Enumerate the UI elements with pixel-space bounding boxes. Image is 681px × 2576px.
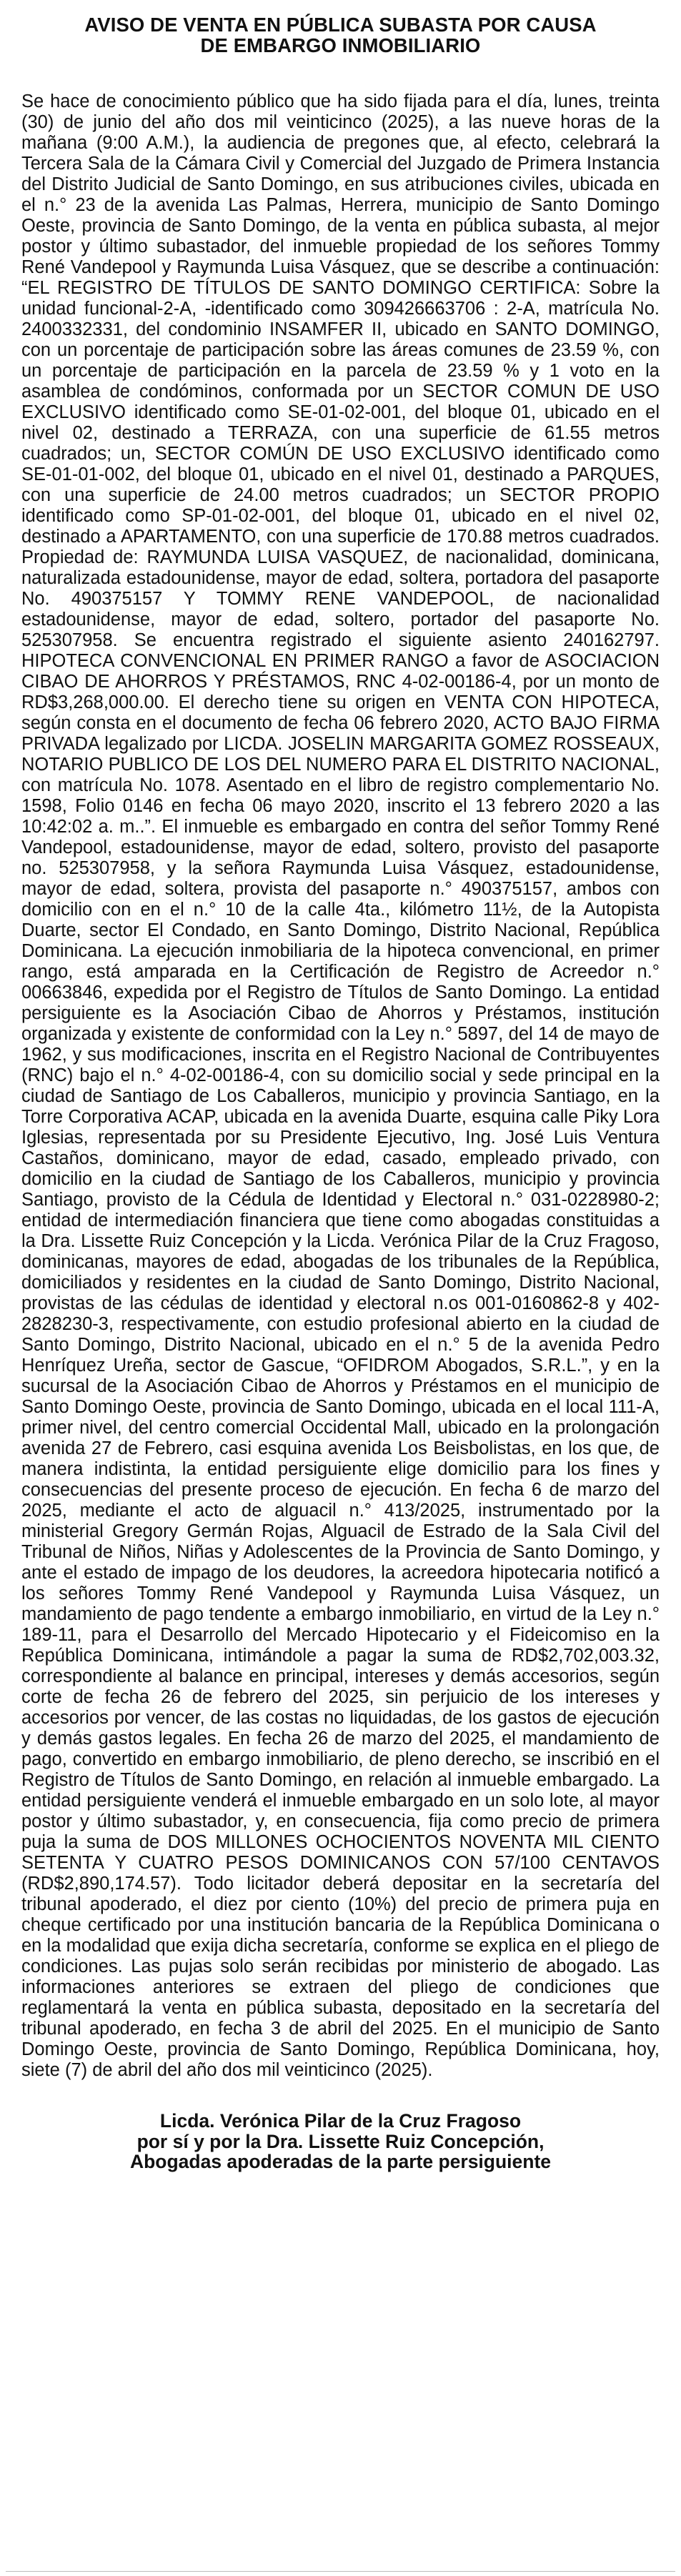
notice-body: Se hace de conocimiento público que ha sido fijada para el día, lunes, treinta (30) de junio del año dos mil veinticinco (2025), a las nueve horas de la mañana (9:00 A.M.), la audiencia de pregones que, al efecto, celebrará la Tercera Sala de la Cámara Civil y Comercial del Juzgado de Primera Instancia del Distrito Judicial de Santo Domingo, en sus atribuciones civiles, ubicada en el n.° 23 de la avenida Las Palmas, Herrera, municipio de Santo Domingo Oeste, provincia de Santo Domingo, de la venta en pública subasta, al mejor postor y último subastador, del inmueble propiedad de los señores Tommy René Vandepool y Raymunda Luisa Vásquez, que se describe a continuación: “EL REGISTRO DE TÍTULOS DE SANTO DOMINGO CERTIFICA: Sobre la unidad funcional-2-A, -identificado como 309426663706 : 2-A, matrícula No. 2400332331, del condominio INSAMFER II, ubicado en SANTO DOMINGO, con un porcentaje de participación sobre las áreas comunes de 23.59 %, con un porcentaje de participación en la parcela de 23.59 % y 1 voto en la asamblea de condóminos, conformada por un SECTOR COMUN DE USO EXCLUSIVO identificado como SE-01-02-001, del bloque 01, ubicado en el nivel 02, destinado a TERRAZA, con una superficie de 61.55 metros cuadrados; un, SECTOR COMÚN DE USO EXCLUSIVO identificado como SE-01-01-002, del bloque 01, ubicado en el nivel 01, destinado a PARQUES, con una superficie de 24.00 metros cuadrados; un SECTOR PROPIO identificado como SP-01-02-001, del bloque 01, ubicado en el nivel 02, destinado a APARTAMENTO, con una superficie de 170.88 metros cuadrados. Propiedad de: RAYMUNDA LUISA VASQUEZ, de nacionalidad, dominicana, naturalizada estadounidense, mayor de edad, soltera, portadora del pasaporte No. 490375157 Y TOMMY RENE VANDEPOOL, de nacionalidad estadounidense, mayor de edad, soltero, portador del pasaporte No. 525307958. Se encuentra registrado el siguiente asiento 240162797. HIPOTECA CONVENCIONAL EN PRIMER RANGO a favor de ASOCIACION CIBAO DE AHORROS Y PRÉSTAMOS, RNC 4-02-00186-4, por un monto de RD$3,268,000.00. El derecho tiene su origen en VENTA CON HIPOTECA, según consta en el documento de fecha 06 febrero 2020, ACTO BAJO FIRMA PRIVADA legalizado por LICDA. JOSELIN MARGARITA GOMEZ ROSSEAUX, NOTARIO PUBLICO DE LOS DEL NUMERO PARA EL DISTRITO NACIONAL, con matrícula No. 1078. Asentado en el libro de registro complementario No. 1598, Folio 0146 en fecha 06 mayo 2020, inscrito el 13 febrero 2020 a las 10:42:02 a. m..”. El inmueble es embargado en contra del señor Tommy René Vandepool, estadounidense, mayor de edad, soltero, provisto del pasaporte no. 525307958, y la señora Raymunda Luisa Vásquez, estadounidense, mayor de edad, soltera, provista del pasaporte n.° 490375157, ambos con domicilio con en el n.° 10 de la calle 4ta., kilómetro 11½, de la Autopista Duarte, sector El Condado, en Santo Domingo, Distrito Nacional, República Dominicana. La ejecución inmobiliaria de la hipoteca convencional, en primer rango, está amparada en la Certificación de Registro de Acreedor n.° 00663846, expedida por el Registro de Títulos de Santo Domingo. La entidad persiguiente es la Asociación Cibao de Ahorros y Préstamos, institución organizada y existente de conformidad con la Ley n.° 5897, del 14 de mayo de 1962, y sus modificaciones, inscrita en el Registro Nacional de Contribuyentes (RNC) bajo el n.° 4-02-00186-4, con su domicilio social y sede principal en la ciudad de Santiago de Los Caballeros, municipio y provincia Santiago, en la Torre Corporativa ACAP, ubicada en la avenida Duarte, esquina calle Piky Lora Iglesias, representada por su Presidente Ejecutivo, Ing. José Luis Ventura Castaños, dominicano, mayor de edad, casado, empleado privado, con domicilio en la ciudad de Santiago de los Caballeros, municipio y provincia Santiago, provisto de la Cédula de Identidad y Electoral n.° 031-0228980-2; entidad de intermediación financiera que tiene como abogadas constituidas a la Dra. Lissette Ruiz Concepción y la Licda. Verónica Pilar de la Cruz Fragoso, dominicanas, mayores de edad, abogadas de los tribunales de la República, domiciliados y residentes en la ciudad de Santo Domingo, Distrito Nacional, provistas de las cédulas de identidad y electoral n.os 001-0160862-8 y 402-2828230-3, respectivamente, con estudio profesional abierto en la ciudad de Santo Domingo, Distrito Nacional, ubicado en el n.° 5 de la avenida Pedro Henríquez Ureña, sector de Gascue, “OFIDROM Abogados, S.R.L.”, y en la sucursal de la Asociación Cibao de Ahorros y Préstamos en el municipio de Santo Domingo Oeste, provincia de Santo Domingo, ubicada en el local 111-A, primer nivel, del centro comercial Occidental Mall, ubicado en la prolongación avenida 27 de Febrero, casi esquina avenida Los Beisbolistas, en los que, de manera indistinta, la entidad persiguiente elige domicilio para los fines y consecuencias del presente proceso de ejecución. En fecha 6 de marzo del 2025, mediante el acto de alguacil n.° 413/2025, instrumentado por la ministerial Gregory Germán Rojas, Alguacil de Estrado de la Sala Civil del Tribunal de Niños, Niñas y Adolescentes de la Provincia de Santo Domingo, y ante el estado de impago de los deudores, la acreedora hipotecaria notificó a los señores Tommy René Vandepool y Raymunda Luisa Vásquez, un mandamiento de pago tendente a embargo inmobiliario, en virtud de la Ley n.° 189-11, para el Desarrollo del Mercado Hipotecario y el Fideicomiso en la República Dominicana, intimándole a pagar la suma de RD$2,702,003.32, correspondiente al balance en principal, intereses y demás accesorios, según corte de fecha 26 de febrero del 2025, sin perjuicio de los intereses y accesorios por vencer, de las costas no liquidadas, de los gastos de ejecución y demás gastos legales. En fecha 26 de marzo del 2025, el mandamiento de pago, convertido en embargo inmobiliario, de pleno derecho, se inscribió en el Registro de Títulos de Santo Domingo, en relación al inmueble embargado. La entidad persiguiente venderá el inmueble embargado en un solo lote, al mayor postor y último subastador, y, en consecuencia, fija como precio de primera puja la suma de DOS MILLONES OCHOCIENTOS NOVENTA MIL CIENTO SETENTA Y CUATRO PESOS DOMINICANOS CON 57/100 CENTAVOS (RD$2,890,174.57). Todo licitador deberá depositar en la secretaría del tribunal apoderado, el diez por ciento (10%) del precio de primera puja en cheque certificado por una institución bancaria de la República Dominicana o en la modalidad que exija dicha secretaría, conforme se explica en el pliego de condiciones. Las pujas solo serán recibidas por ministerio de abogado. Las informaciones anteriores se extraen del pliego de condiciones que reglamentará la venta en pública subasta, depositado en la secretaría del tribunal apoderado, en fecha 3 de abril del 2025. En el municipio de Santo Domingo Oeste, provincia de Santo Domingo, República Dominicana, hoy, siete (7) de abril del año dos mil veinticinco (2025). bbox=[21, 91, 660, 2080]
signature-block bbox=[21, 2111, 660, 2172]
title-line-2: DE EMBARGO INMOBILIARIO bbox=[200, 34, 481, 56]
title-line-1: AVISO DE VENTA EN PÚBLICA SUBASTA POR CAUSA bbox=[84, 14, 597, 36]
signature-behalf: por sí y por la Dra. Lissette Ruiz Concepción, bbox=[136, 2130, 545, 2152]
page-divider bbox=[6, 2571, 675, 2572]
signature-role: Abogadas apoderadas de la parte persiguiente bbox=[129, 2151, 552, 2172]
signature-name: Licda. Verónica Pilar de la Cruz Fragoso bbox=[159, 2110, 522, 2132]
notice-title bbox=[21, 14, 660, 56]
